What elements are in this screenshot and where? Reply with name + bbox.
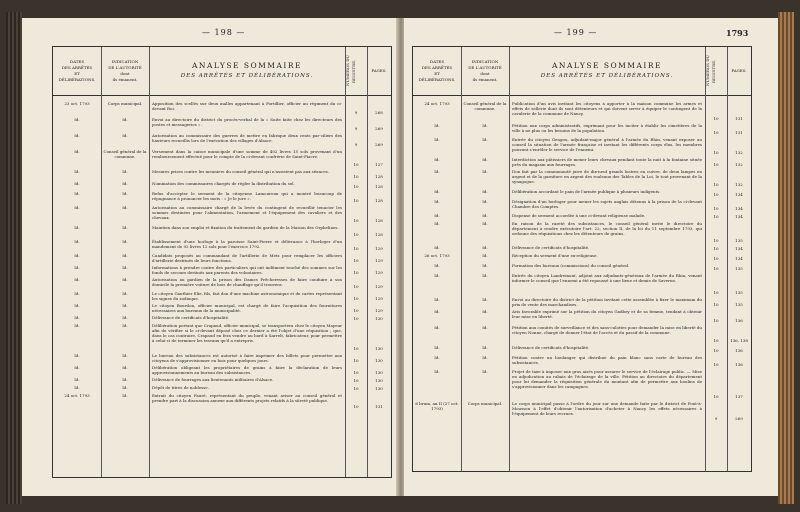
entry-summary: Envoi au directoire du district du procès-verbal de la « Suite faite chez les directeurs des postes et messageries ». <box>152 117 342 127</box>
entry-register-number: 10 <box>713 246 719 251</box>
entry-page: 135 <box>735 238 743 243</box>
entry-summary: Le citoyen Gauthier Elie, fils, fait don d'une machine astronomique et de cartes représentant les signes du zodiaque. <box>152 291 342 301</box>
entry-summary: Nomination des commissaires chargés de régler la distribution du sel. <box>152 181 295 186</box>
dates-column-header <box>53 47 101 95</box>
entry-page: 134 <box>735 206 743 211</box>
entry-authority: Id. <box>122 323 128 328</box>
table-row <box>53 291 391 301</box>
dates-header-line: DÉLIBÉRATIONS. <box>418 77 456 82</box>
entry-register-number: 10 <box>353 404 359 409</box>
entry-page: 127 <box>375 162 383 167</box>
table-row <box>413 245 751 251</box>
entry-authority: Id. <box>482 325 488 330</box>
analysis-title: ANALYSE SOMMAIRE <box>192 61 302 70</box>
table-row <box>413 189 751 197</box>
dates-header-line: DATES <box>69 59 85 64</box>
entry-register-number: 10 <box>353 270 359 275</box>
dates-header-line: DES ARRÊTÉS <box>61 65 93 70</box>
dates-column-header <box>413 47 461 95</box>
right-register-table <box>412 46 752 472</box>
book-right-edge <box>778 12 794 504</box>
entry-authority: Id. <box>482 199 488 204</box>
entry-summary: Formation des bureaux (commissions) du conseil général. <box>512 263 630 268</box>
entry-authority: Id. <box>482 123 488 128</box>
entry-authority: Id. <box>482 309 488 314</box>
entry-authority: Id. <box>482 253 488 258</box>
entry-date: Id. <box>434 189 440 194</box>
entry-summary: Délivrance de certificats d'hospitalité. <box>152 315 230 320</box>
entry-register-number: 10 <box>353 308 359 313</box>
entry-register-number: 10 <box>713 394 719 399</box>
table-row <box>413 263 751 271</box>
entry-page: 130 <box>375 378 383 383</box>
entry-authority: Id. <box>482 297 488 302</box>
entry-register-number: 10 <box>713 318 719 323</box>
table-row <box>53 169 391 179</box>
entry-register-number: 10 <box>353 370 359 375</box>
entry-authority: Conseil général de la commune. <box>103 149 147 159</box>
table-row <box>53 191 391 203</box>
entry-authority: Id. <box>482 355 488 360</box>
entry-authority: Corps municipal. <box>467 401 503 406</box>
entry-summary: Versement dans la caisse municipale d'une somme de 402 livres 15 sols provenant d'un remboursement effectué pour le compte de la ci-devant confrérie de Saint-Fiacre. <box>152 149 342 159</box>
entry-summary: Autorisation au gardien de la prison des Dames Prêcheresses de faire conduire à son domicile la première voiture de bois de chauffage qu'il trouvera. <box>152 277 342 287</box>
entry-page: 130 <box>375 370 383 375</box>
entry-date: Id. <box>74 277 80 282</box>
entry-date: Id. <box>74 353 80 358</box>
table-row <box>413 401 751 421</box>
entry-summary: Don fait par la communauté juive de dix-neuf grands lustres en cuivre, de deux lampes en argent et de la garniture en argent des rouleaux des Tables de la Loi, le tout provenant de la synagogue. <box>512 169 702 184</box>
entry-date: Id. <box>434 263 440 268</box>
table-row <box>413 169 751 187</box>
entry-register-number: 10 <box>353 184 359 189</box>
table-row <box>413 325 751 343</box>
entry-date: 6 brum. an II (27 oct. 1793) <box>415 401 459 411</box>
entry-date: Id. <box>74 239 80 244</box>
entry-page: 132 <box>735 182 743 187</box>
entry-page: 132 <box>735 162 743 167</box>
entry-register-number: 10 <box>353 386 359 391</box>
entry-page: 129 <box>375 270 383 275</box>
entry-register-number: 9 <box>354 110 358 115</box>
entry-summary: Dépôt de titres de noblesse. <box>152 385 209 390</box>
entry-authority: Id. <box>122 117 128 122</box>
entry-authority: Id. <box>482 137 488 142</box>
table-row <box>413 253 751 261</box>
analysis-subtitle: DES ARRÊTÉS ET DÉLIBÉRATIONS. <box>540 73 674 79</box>
left-page-number: — 198 — <box>202 28 246 37</box>
entry-summary: Délivrance de certificats d'hospitalité. <box>512 245 590 250</box>
entry-page: 134 <box>735 256 743 261</box>
authority-header-line: INDICATION <box>471 59 499 64</box>
entry-authority: Id. <box>122 353 128 358</box>
right-table-header <box>413 47 751 96</box>
entry-register-number: 10 <box>713 130 719 135</box>
entry-summary: Refus d'accepter le serment de la citoyenne Lamouroux qui a montré beaucoup de répugnance à prononcer les mots : « Je le jure ». <box>152 191 342 201</box>
entry-authority: Id. <box>122 265 128 270</box>
table-row <box>413 199 751 211</box>
entry-page: 130 <box>375 386 383 391</box>
entry-register-number: 10 <box>353 218 359 223</box>
entry-page: 129 <box>375 258 383 263</box>
table-row <box>53 133 391 147</box>
authority-header-line: DE L'AUTORITÉ <box>468 65 502 70</box>
right-page <box>404 18 778 496</box>
left-page <box>22 18 399 496</box>
entry-page: 128 <box>375 198 383 203</box>
book-left-edge <box>6 12 22 504</box>
entry-register-number: 10 <box>353 358 359 363</box>
entry-summary: Interdiction aux pâtissiers de mener leurs chevaux pendant toute la nuit à la fontaine située près du magasin aux fourrages. <box>512 157 702 167</box>
entry-authority: Id. <box>482 169 488 174</box>
table-row <box>413 157 751 167</box>
register-column-header <box>345 47 367 95</box>
entry-page: 135 <box>735 302 743 307</box>
pages-column-header <box>367 47 391 95</box>
entry-page: 131 <box>375 404 383 409</box>
entry-date: Id. <box>434 297 440 302</box>
entry-page: 136 <box>735 362 743 367</box>
table-row <box>413 221 751 243</box>
entry-register-number: 9 <box>354 126 358 131</box>
entry-register-number: 10 <box>713 362 719 367</box>
table-row <box>53 239 391 251</box>
entry-date: Id. <box>74 225 80 230</box>
table-row <box>53 323 391 351</box>
entry-date: Id. <box>434 221 440 226</box>
entry-summary: Maintien dans son emploi et fixation du traitement du gardien de la Maison des Orphelines. <box>152 225 339 230</box>
entry-register-number: 10 <box>713 256 719 261</box>
table-row <box>53 377 391 383</box>
left-table-header <box>53 47 391 96</box>
entry-register-number: 10 <box>353 246 359 251</box>
table-row <box>413 345 751 353</box>
entry-authority: Id. <box>122 133 128 138</box>
entry-page: 130 <box>375 346 383 351</box>
entry-register-number: 10 <box>713 266 719 271</box>
table-row <box>413 137 751 155</box>
entry-summary: Délibération portant que Crapaud, officier municipal, se transportera chez le citoyen Mayeur afin de vérifier si le ci-devant déposé chez ce dernier a été l'objet d'une réquisition ; que, dans le cas contraire, Crapaud en fera vendre au bord à Sarrelt, fabricateur, pour permettre à celui-ci de terminer les travaux qu'il a entrepris. <box>152 323 342 343</box>
entry-page: 128 <box>375 184 383 189</box>
entry-summary: Informations à prendre contre des particuliers qui ont indûment touché des sommes sur les fonds de secours destinés aux parents des volontaires. <box>152 265 342 275</box>
pages-header-text: PAGES. <box>731 68 747 73</box>
entry-page: 131 <box>735 130 743 135</box>
entry-authority: Id. <box>122 303 128 308</box>
table-row <box>413 297 751 307</box>
entry-page: 268 <box>375 110 383 115</box>
entry-register-number: 10 <box>353 232 359 237</box>
entry-summary: Délivrance de fourrages aux lieutenants militaires d'Alsace. <box>152 377 274 382</box>
authority-header-line: dont <box>120 71 130 76</box>
entry-register-number: 10 <box>353 198 359 203</box>
entry-register-number: 10 <box>353 378 359 383</box>
entry-authority: Id. <box>122 191 128 196</box>
entry-authority: Id. <box>122 291 128 296</box>
analysis-subtitle: DES ARRÊTÉS ET DÉLIBÉRATIONS. <box>180 73 314 79</box>
dates-header-line: DES ARRÊTÉS <box>421 65 453 70</box>
entry-summary: Délibération obligeant les propriétaires de grains à faire la déclaration de leurs approvisionnements au bureau des subsistances. <box>152 365 342 375</box>
entry-register-number: 10 <box>353 258 359 263</box>
entry-page: 137 <box>735 394 743 399</box>
entry-date: Id. <box>74 377 80 382</box>
table-row <box>53 277 391 289</box>
entry-register-number: 10 <box>353 346 359 351</box>
entry-page: 136 <box>735 318 743 323</box>
entry-summary: Le corps municipal passe à l'ordre du jour sur une demande faite par le district de Pont-à-Mousson à l'effet d'obtenir l'autorisation d'acheter à Nancy les effets nécessaires à l'équipement de leurs recrues. <box>512 401 702 416</box>
entry-page: 130 <box>375 358 383 363</box>
entry-summary: Désignation d'un horloger pour mener les sujets anglais détenus à la prison de la ci-devant Chambre des Comptes. <box>512 199 702 209</box>
authority-header-line: ils émanent. <box>112 77 138 82</box>
table-row <box>413 355 751 367</box>
entry-page: 269 <box>375 126 383 131</box>
entry-authority: Conseil général de la commune. <box>463 101 507 111</box>
entry-date: Id. <box>74 315 80 320</box>
entry-authority: Id. <box>122 365 128 370</box>
table-row <box>53 303 391 313</box>
pages-header-text: PAGES. <box>371 68 387 73</box>
entry-summary: Pétition aux corps administratifs, exprimant pour les inciter à établir les cimetières de la ville à ne plus ou les besoins de la population. <box>512 123 702 133</box>
analysis-title: ANALYSE SOMMAIRE <box>552 61 662 70</box>
entry-page: 128 <box>375 232 383 237</box>
entry-date: Id. <box>434 345 440 350</box>
entry-date: Id. <box>434 137 440 142</box>
entry-date: Id. <box>74 133 80 138</box>
entry-register-number: 10 <box>713 206 719 211</box>
entry-register-number: 10 <box>353 174 359 179</box>
entry-page: 269 <box>735 416 743 421</box>
register-header-text: NUMÉROS DU REGISTRE. <box>705 55 716 87</box>
entry-date: 26 oct. 1793 <box>424 253 450 258</box>
table-row <box>413 369 751 399</box>
table-row <box>53 101 391 115</box>
entry-date: Id. <box>434 369 440 374</box>
entry-register-number: 10 <box>713 192 719 197</box>
entry-date: Id. <box>434 169 440 174</box>
entry-date: Id. <box>74 265 80 270</box>
entry-date: Id. <box>74 181 80 186</box>
entry-authority: Id. <box>122 239 128 244</box>
entry-register-number: 10 <box>713 302 719 307</box>
dates-header-line: ET <box>434 71 440 76</box>
entry-summary: Délibération accordant le pain de l'armée publique à plusieurs indigents. <box>512 189 661 194</box>
table-row <box>413 309 751 323</box>
entry-authority: Id. <box>482 273 488 278</box>
authority-header-line: dont <box>480 71 490 76</box>
table-row <box>53 353 391 363</box>
entry-authority: Id. <box>482 157 488 162</box>
entry-summary: Entrée du citoyen Landremont, adjoint aux adjudants-généraux de l'armée du Rhin, venant informer le conseil que l'ennemi a été repoussé à une lieue et demie de Saverne. <box>512 273 702 283</box>
table-row <box>413 213 751 219</box>
entry-date: Id. <box>434 157 440 162</box>
entry-summary: Le bureau des subsistances est autorisé à faire imprimer des billets pour permettre aux citoyens de s'approvisionner en bois pour quelques jours. <box>152 353 342 363</box>
entry-date: 23 oct. 1793 <box>64 101 90 106</box>
entry-summary: Autorisation au commissaire chargé de la levée du contingent de recueillir tenacier les sommes destinées pour l'alimentation, l'armement et l'équipement des cavaliers et des chevaux. <box>152 205 342 220</box>
authority-header-line: INDICATION <box>111 59 139 64</box>
entry-page: 136, 138 <box>730 338 748 343</box>
entry-page: 134 <box>735 246 743 251</box>
entry-date: Id. <box>434 123 440 128</box>
entry-authority: Id. <box>122 377 128 382</box>
entry-summary: En raison de la rareté des subsistances, le conseil général invite le directoire du département à rendre exécutoire l'art. 22, section II, de la loi du 11 septembre 1793, qui ordonne des réquisitions chez les détenteurs de grains. <box>512 221 702 236</box>
table-row <box>53 253 391 263</box>
entry-register-number: 10 <box>713 162 719 167</box>
entry-date: Id. <box>74 117 80 122</box>
entry-date: 24 oct. 1793 <box>64 393 90 398</box>
entry-summary: Dispense de serment accordée à une ci-devant religieuse malade. <box>512 213 646 218</box>
table-row <box>53 385 391 391</box>
entry-authority: Id. <box>122 393 128 398</box>
authority-header-line: DE L'AUTORITÉ <box>108 65 142 70</box>
table-row <box>413 123 751 135</box>
entry-summary: Établissement d'une horloge à la paroisse Saint-Pierre et délivrance à l'horloger d'un mandement de 92 livres 12 sols pour l'exercice 1792. <box>152 239 342 249</box>
entry-summary: Autorisation au commissaire des guerres de mettre en fabrique deux cents par-ciliers des hauteurs recueillis lors de l'exécution des villages d'Alsace. <box>152 133 342 143</box>
entry-register-number: 10 <box>353 162 359 167</box>
table-row <box>53 181 391 189</box>
entry-authority: Id. <box>482 189 488 194</box>
entry-authority: Id. <box>122 225 128 230</box>
entry-date: Id. <box>434 199 440 204</box>
entry-date: Id. <box>74 169 80 174</box>
entry-page: 130 <box>375 316 383 321</box>
entry-register-number: 10 <box>713 348 719 353</box>
entry-summary: Extrait du citoyen Fauré, représentant du peuple, venant aviser au conseil général et prendre part à la discussion annexe aux différents projets relatifs à la sûreté publique. <box>152 393 342 403</box>
entry-summary: Mesures prises contre les meuniers du conseil général qui n'assistent pas aux séances. <box>152 169 330 174</box>
entry-summary: Entrée du citoyen Gengou, adjudant-major général à l'armée du Rhin, venant exposer au conseil la situation de l'armée française et invitant les différents corps élus, les membres pouvant s'enrôler le service de l'ennemi. <box>512 137 702 152</box>
entry-date: Id. <box>74 323 80 328</box>
entry-date: Id. <box>74 385 80 390</box>
entry-summary: Candidats proposés au commandant de l'artillerie de Metz pour remplacer les officiers d'artillerie destitués de leurs fonctions. <box>152 253 342 263</box>
entry-register-number: 10 <box>713 338 719 343</box>
entry-date: Id. <box>434 273 440 278</box>
entry-summary: Projet de taxe à imposer aux gros aisés pour assurer le service de l'éclairage public. — Mise en adjudication au rabais de l'éclairage de la ville. Pétition au directoire du département pour lui demander la réquisition générale du montant afin de permettre aux boulins de s'approvisionner dans les campagnes. <box>512 369 702 389</box>
entry-authority: Id. <box>482 221 488 226</box>
entry-page: 129 <box>375 308 383 313</box>
entry-summary: Réception du serment d'une ex-religieuse. <box>512 253 598 258</box>
dates-header-line: DATES <box>429 59 445 64</box>
entry-page: 134 <box>735 192 743 197</box>
table-row <box>53 225 391 237</box>
entry-summary: Pétition contre un boulanger qui distribue du pain blanc sans carte de bureau des subsistances. <box>512 355 702 365</box>
entry-summary: Publication d'un avis invitant les citoyens à apporter à la maison commune les armes et effets de sellerie dont ils sont détenteurs et qui doivent servir à équiper le contingent de la cavalerie de la commune de Nancy. <box>512 101 702 116</box>
register-column-header <box>705 47 727 95</box>
entry-page: 128 <box>375 174 383 179</box>
table-row <box>53 117 391 131</box>
table-row <box>413 101 751 121</box>
entry-page: 128 <box>375 218 383 223</box>
entry-authority: Id. <box>482 263 488 268</box>
entry-register-number: 9 <box>714 416 718 421</box>
entry-authority: Id. <box>482 345 488 350</box>
entry-register-number: 10 <box>713 150 719 155</box>
entry-page: 129 <box>375 246 383 251</box>
entry-register-number: 10 <box>713 116 719 121</box>
entry-register-number: 10 <box>713 182 719 187</box>
entry-page: 129 <box>375 296 383 301</box>
entry-register-number: 10 <box>713 238 719 243</box>
entry-page: 134 <box>735 214 743 219</box>
entry-date: 24 oct. 1793 <box>424 101 450 106</box>
entry-page: 132 <box>735 150 743 155</box>
table-row <box>413 273 751 295</box>
entry-page: 135 <box>735 266 743 271</box>
entry-date: Id. <box>74 365 80 370</box>
entry-authority: Id. <box>122 181 128 186</box>
left-register-table <box>52 46 392 478</box>
entry-register-number: 10 <box>713 214 719 219</box>
table-row <box>53 149 391 167</box>
entry-summary: Envoi au directoire du district de la pétition invitant cette assemblée à fixer le maximum du prix de vente des marchandises. <box>512 297 702 307</box>
entry-authority: Id. <box>482 213 488 218</box>
authority-column-header <box>101 47 149 95</box>
entry-date: Id. <box>434 213 440 218</box>
analysis-column-header <box>149 47 345 95</box>
entry-register-number: 9 <box>354 142 358 147</box>
dates-header-line: ET <box>74 71 80 76</box>
entry-date: Id. <box>434 245 440 250</box>
register-header-text: NUMÉROS DU REGISTRE. <box>345 55 356 87</box>
entry-page: 269 <box>375 142 383 147</box>
right-page-number: — 199 — <box>554 28 598 37</box>
pages-column-header <box>727 47 751 95</box>
entry-date: Id. <box>74 291 80 296</box>
entry-authority: Id. <box>122 277 128 282</box>
entry-page: 131 <box>735 116 743 121</box>
entry-summary: Avis favorable exprimé sur la pétition du citoyen Gadbey et de sa femme, tendant à obtenir leur mise en liberté. <box>512 309 702 319</box>
entry-register-number: 10 <box>353 284 359 289</box>
entry-summary: Apposition des scellés sur deux malles appartenant à Portillier, officier au régiment du ci-devant Roi. <box>152 101 342 111</box>
entry-date: Id. <box>434 309 440 314</box>
authority-column-header <box>461 47 509 95</box>
table-row <box>53 265 391 275</box>
entry-authority: Id. <box>122 205 128 210</box>
entry-summary: Le citoyen Bourdon, officier municipal, est chargé de faire l'acquisition des fournitures nécessaires aux bureaux de la municipalité. <box>152 303 342 313</box>
entry-authority: Id. <box>122 169 128 174</box>
table-row <box>53 365 391 375</box>
entry-authority: Id. <box>122 253 128 258</box>
table-row <box>53 393 391 409</box>
table-row <box>53 315 391 321</box>
analysis-column-header <box>509 47 705 95</box>
table-row <box>53 205 391 223</box>
entry-summary: Pétition aux comités de surveillance et des sans-culottes pour demander la mise en liberté du citoyen Nonne, chargé de donner l'état de l'accès et du passif de la commune. <box>512 325 702 335</box>
entry-date: Id. <box>74 253 80 258</box>
entry-register-number: 10 <box>713 290 719 295</box>
entry-authority: Id. <box>482 245 488 250</box>
right-page-year: 1793 <box>726 28 749 38</box>
entry-authority: Id. <box>482 369 488 374</box>
entry-authority: Corps municipal. <box>107 101 143 106</box>
entry-date: Id. <box>74 191 80 196</box>
entry-date: Id. <box>74 149 80 154</box>
entry-authority: Id. <box>122 385 128 390</box>
entry-date: Id. <box>74 205 80 210</box>
entry-page: 129 <box>375 284 383 289</box>
entry-date: Id. <box>74 303 80 308</box>
entry-page: 135 <box>735 290 743 295</box>
entry-date: Id. <box>434 355 440 360</box>
entry-authority: Id. <box>122 315 128 320</box>
dates-header-line: DÉLIBÉRATIONS. <box>58 77 96 82</box>
entry-register-number: 10 <box>353 316 359 321</box>
entry-date: Id. <box>434 325 440 330</box>
entry-page: 136 <box>735 348 743 353</box>
entry-register-number: 10 <box>353 296 359 301</box>
authority-header-line: ils émanent. <box>472 77 498 82</box>
entry-summary: Délivrance de certificats d'hospitalité. <box>512 345 590 350</box>
